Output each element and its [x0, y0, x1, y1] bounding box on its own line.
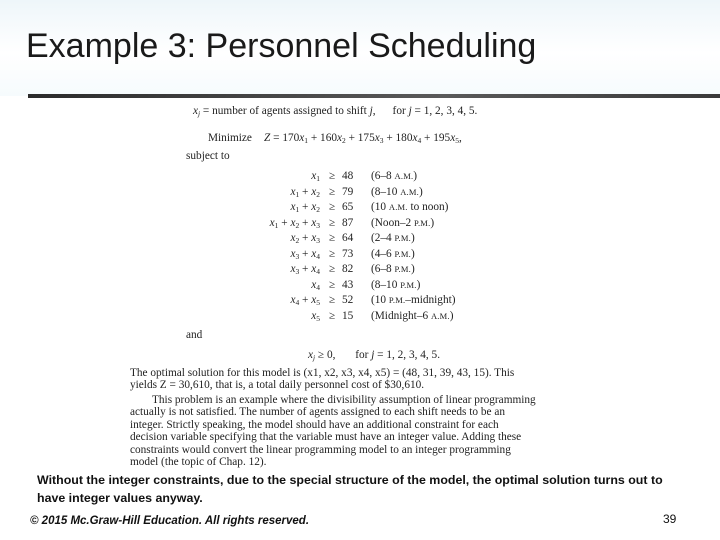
constraint-relation: ≥	[329, 185, 336, 198]
constraint-rhs: 43	[342, 278, 354, 291]
constraint-rhs: 82	[342, 263, 354, 275]
constraint-row	[128, 170, 546, 186]
constraint-shift-time: (6–8 P.M.)	[371, 263, 415, 275]
constraint-lhs: $x_4$	[311, 278, 320, 292]
constraint-shift-time: (2–4 P.M.)	[371, 232, 415, 244]
constraint-relation: ≥	[329, 170, 336, 182]
constraint-shift-time: (Noon–2 P.M.)	[371, 216, 435, 229]
constraint-row	[128, 248, 546, 264]
constraint-lhs: $x_3 + x_4$	[290, 247, 320, 261]
objective-function: $Z = 170x_1 + 160x_2 + 175x_3 + 180x_4 + 195x_5$,	[264, 132, 462, 145]
constraint-row	[128, 217, 546, 233]
constraint-relation: ≥	[329, 247, 336, 260]
constraint-lhs: $x_2 + x_3$	[290, 232, 320, 245]
constraint-row	[128, 294, 546, 310]
constraint-lhs: $x_3 + x_4$	[290, 263, 320, 276]
constraint-relation: ≥	[329, 232, 336, 244]
slide-note: Without the integer constraints, due to the special structure of the model, the optimal solution turns out to have integer values anyway.	[37, 473, 663, 505]
solution-paragraph: The optimal solution for this model is (x1, x2, x3, x4, x5) = (48, 31, 39, 43, 15). This yields Z = 30,610, that is, a total daily personnel cost of $30,610.	[130, 367, 515, 392]
divisibility-paragraph: This problem is an example where the divisibility assumption of linear programming actually is not satisfied. The number of agents assigned to each shift needs to be an integer. Strictly speaking, the model should have an additional constraint for each decision variable specifying that the variable must have an integer value. Adding these constraints would convert the linear programming model to an integer programming model (the topic of Chap. 12).	[130, 394, 536, 469]
constraint-lhs: $x_1 + x_2$	[290, 185, 320, 199]
constraint-lhs: $x_4 + x_5$	[290, 294, 320, 307]
subject-to-label: subject to	[186, 150, 230, 162]
constraint-rhs: 15	[342, 309, 354, 322]
constraint-shift-time: (10 P.M.–midnight)	[371, 294, 456, 306]
constraint-lhs: $x_1 + x_2$	[290, 201, 320, 214]
constraint-rhs: 64	[342, 232, 354, 244]
textbook-excerpt	[128, 100, 546, 474]
constraint-row	[128, 310, 546, 326]
constraint-lhs: $x_1$	[311, 170, 320, 183]
constraint-shift-time: (Midnight–6 A.M.)	[371, 309, 454, 322]
constraint-relation: ≥	[329, 263, 336, 275]
constraint-row	[128, 232, 546, 248]
constraint-row	[128, 263, 546, 279]
and-label: and	[186, 329, 203, 341]
title-bar	[0, 0, 720, 96]
variable-definition: $x_j$ = number of agents assigned to shift j, for j = 1, 2, 3, 4, 5.	[193, 105, 478, 118]
constraint-relation: ≥	[329, 216, 336, 229]
constraint-relation: ≥	[329, 278, 336, 291]
constraint-lhs: $x_5$	[311, 309, 320, 323]
constraint-shift-time: (6–8 A.M.)	[371, 170, 418, 182]
constraint-relation: ≥	[329, 294, 336, 306]
title-underline	[28, 94, 720, 98]
page-number: 39	[663, 512, 677, 526]
constraint-rhs: 79	[342, 185, 354, 198]
constraint-shift-time: (8–10 P.M.)	[371, 278, 421, 291]
constraint-rhs: 87	[342, 216, 354, 229]
slide-title: Example 3: Personnel Scheduling	[26, 27, 537, 65]
constraint-relation: ≥	[329, 309, 336, 322]
constraint-row	[128, 201, 546, 217]
constraint-lhs: $x_1 + x_2 + x_3$	[269, 216, 320, 230]
minimize-label: Minimize	[208, 132, 252, 144]
constraint-shift-time: (8–10 A.M.)	[371, 185, 423, 198]
constraint-shift-time: (10 A.M. to noon)	[371, 201, 449, 213]
constraint-row	[128, 279, 546, 295]
constraint-rhs: 65	[342, 201, 354, 213]
constraint-relation: ≥	[329, 201, 336, 213]
constraint-rhs: 48	[342, 170, 354, 182]
constraint-shift-time: (4–6 P.M.)	[371, 247, 415, 260]
constraint-row	[128, 186, 546, 202]
nonnegativity-constraint: $x_j \ge 0$, for j = 1, 2, 3, 4, 5.	[308, 349, 441, 362]
constraint-rhs: 73	[342, 247, 354, 260]
copyright-footer: © 2015 Mc.Graw-Hill Education. All rights reserved.	[30, 515, 310, 527]
constraint-rhs: 52	[342, 294, 354, 306]
